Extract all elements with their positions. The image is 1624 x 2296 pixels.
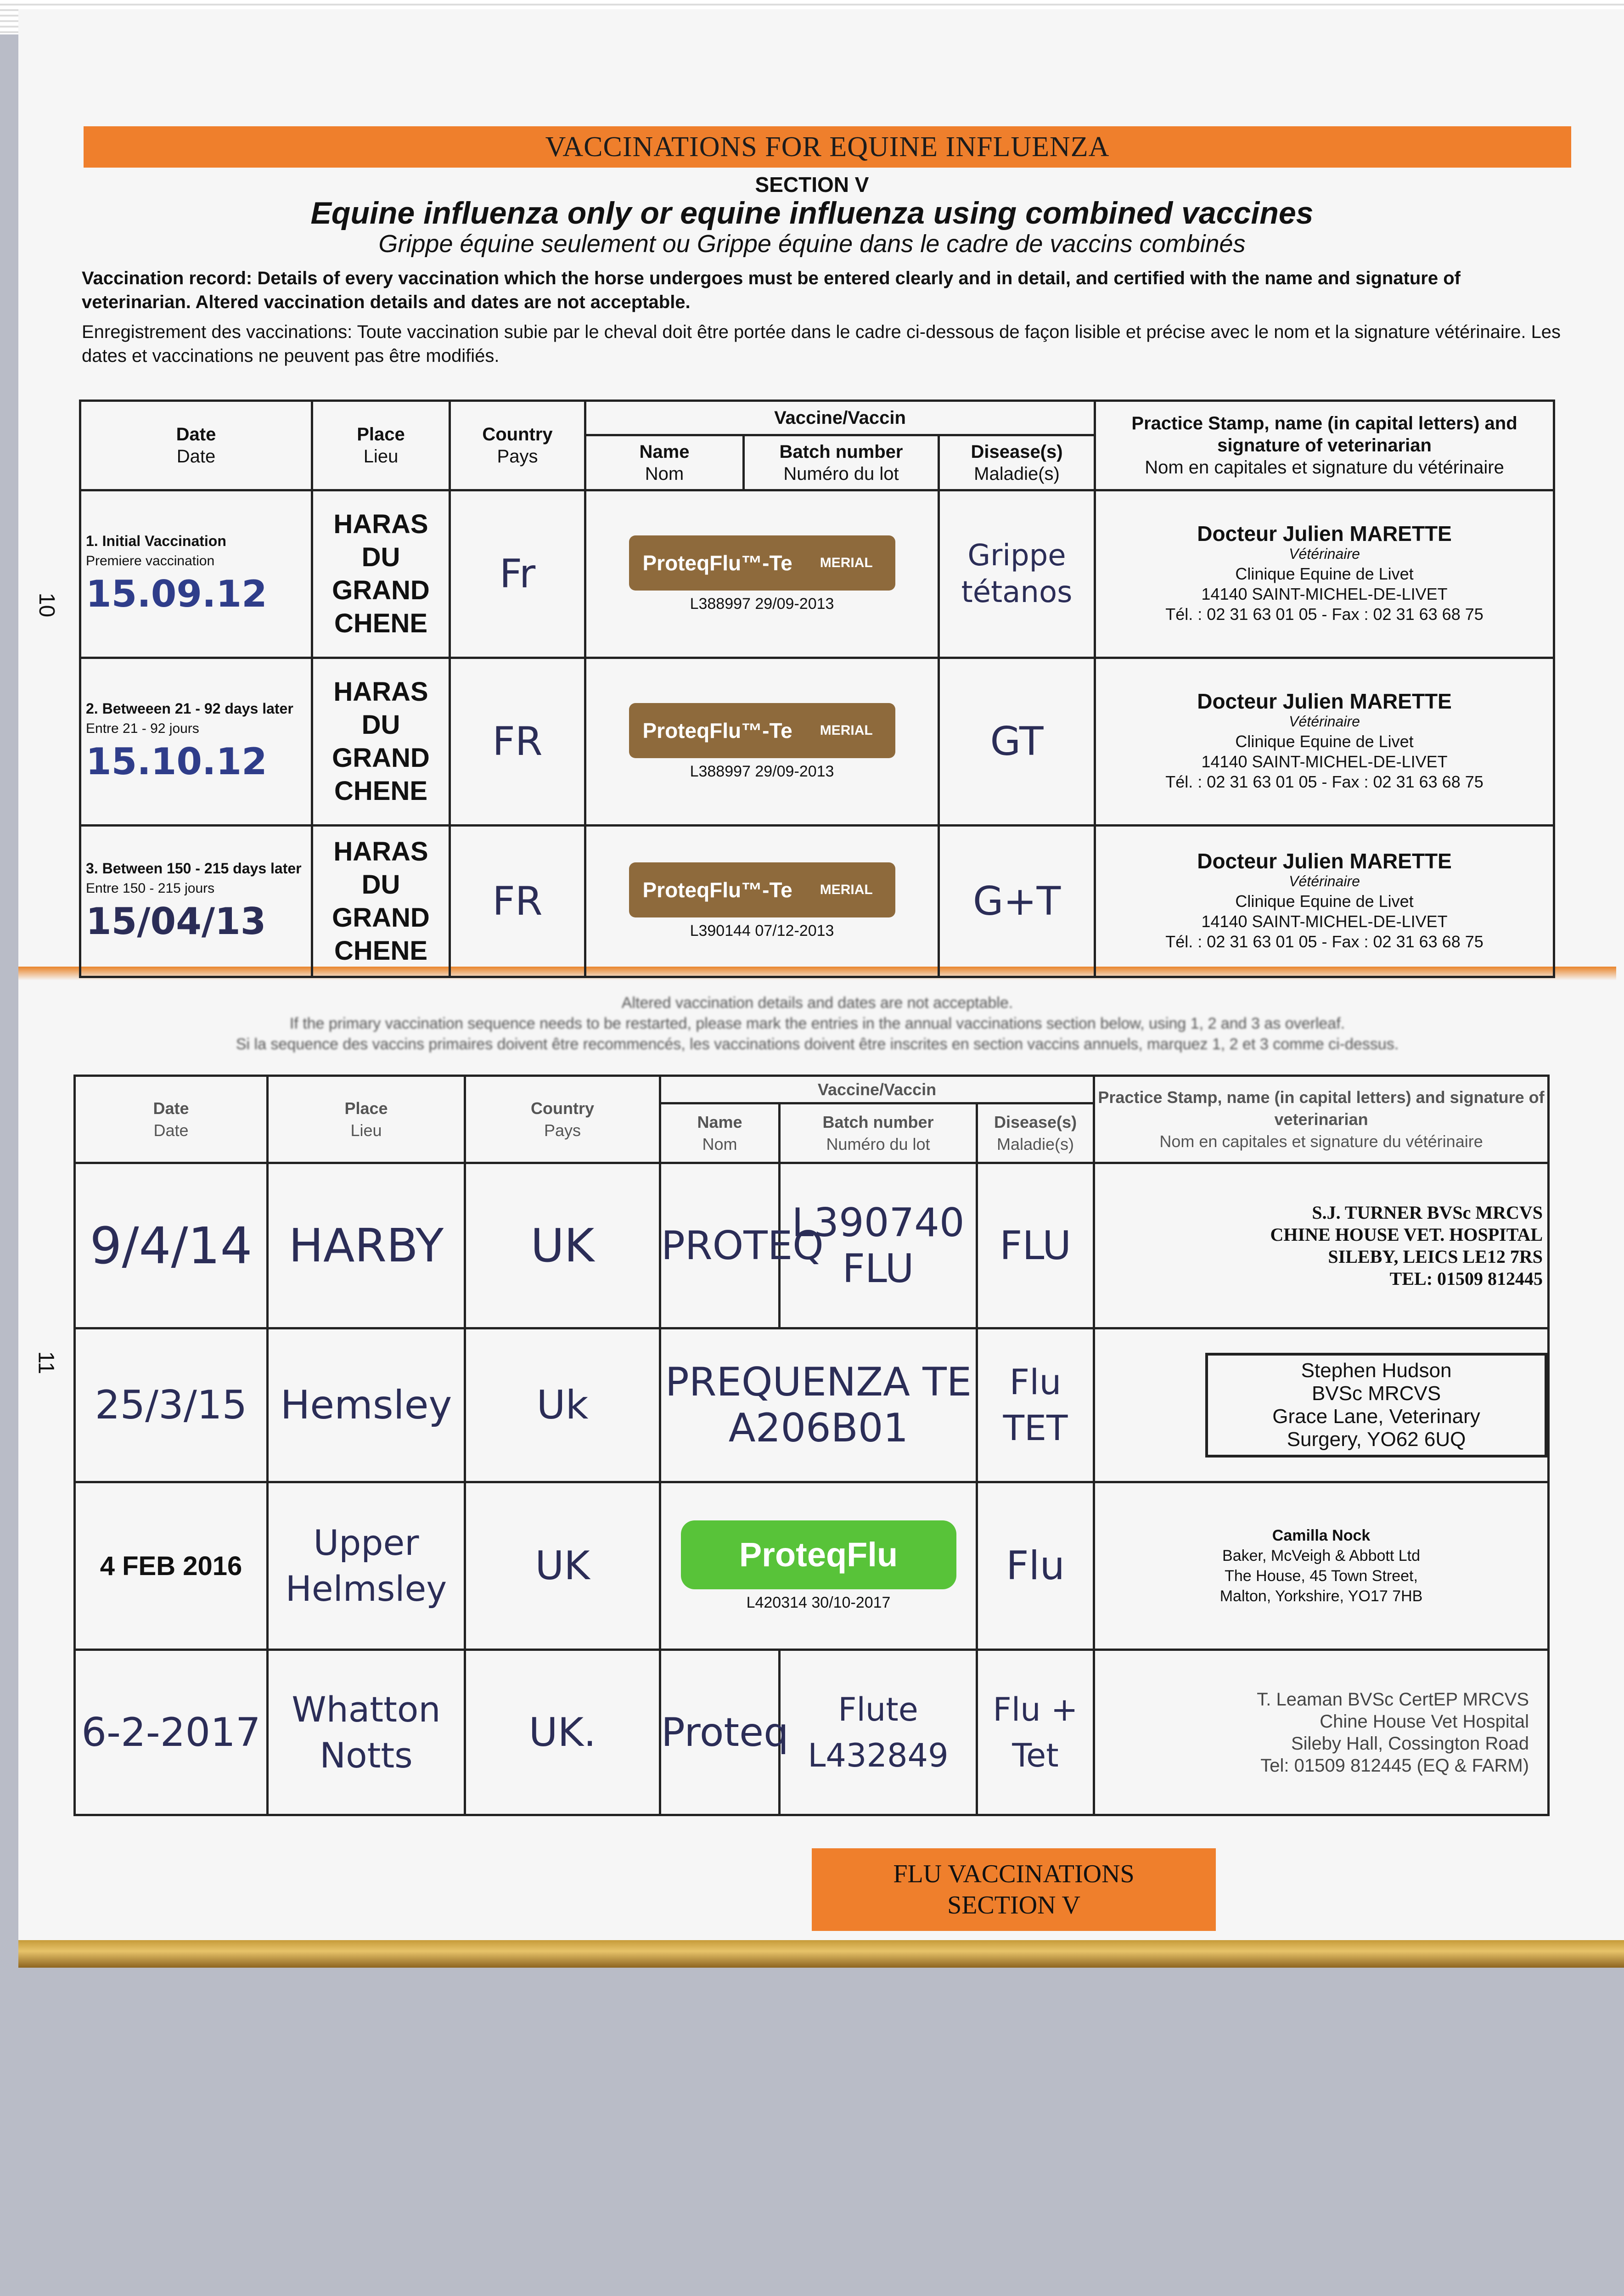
vaccine-sticker: ProteqFlu™-Te MERIAL [629,535,895,591]
vaccine-name: Proteq [660,1650,780,1815]
vaccine-sticker-cell [585,490,939,658]
section-label: SECTION V [755,173,869,197]
header-disease: Disease(s) Maladie(s) [977,1103,1094,1163]
table-row [80,658,1554,826]
table-row [75,1163,1549,1328]
vet-stamp: T. Leaman BVSc CertEP MRCVS Chine House Vet Hospital Sileby Hall, Cossington Road Tel: 01509 812445 (EQ & FARM) [1094,1650,1549,1815]
vaccination-date: 6-2-2017 [75,1650,268,1815]
vaccine-sticker: ProteqFlu™-Te MERIAL [629,703,895,758]
blurred-note-2: If the primary vaccination sequence needs to be restarted, please mark the entries in the annual vaccinations section below, using 1, 2 and 3 as overleaf. [289,1015,1345,1032]
header-country: Country Pays [465,1076,660,1163]
lot-number: L420314 30/10-2017 [746,1593,891,1611]
vet-stamp: Docteur Julien MARETTE Vétérinaire Clinique Equine de Livet 14140 SAINT-MICHEL-DE-LIVET Tél. : 02 31 63 01 05 - Fax : 02 31 63 68 75 [1095,490,1554,658]
disease: Flu + Tet [977,1650,1094,1815]
place: Upper Helmsley [268,1482,465,1650]
vet-stamp: Docteur Julien MARETTE Vétérinaire Clinique Equine de Livet 14140 SAINT-MICHEL-DE-LIVET Tél. : 02 31 63 01 05 - Fax : 02 31 63 68 75 [1095,658,1554,826]
initial-vaccination-table [79,400,1555,978]
country: Uk [465,1328,660,1482]
country: UK. [465,1650,660,1815]
batch-number: Flute L432849 [780,1650,977,1815]
disease: Flu TET [977,1328,1094,1482]
header-stamp: Practice Stamp, name (in capital letters) and signature of veterinarian Nom en capitales et signature du vétérinaire [1095,401,1554,490]
vet-stamp: Stephen Hudson BVSc MRCVS Grace Lane, Veterinary Surgery, YO62 6UQ [1094,1328,1549,1482]
header-date: Date Date [80,401,312,490]
vaccine-sticker: ProteqFlu™-Te MERIAL [629,862,895,917]
row-label: 1. Initial Vaccination Premiere vaccination 15.09.12 [80,490,312,658]
record-instructions-fr: Enregistrement des vaccinations: Toute vaccination subie par le cheval doit être portée dans le cadre ci-dessous de façon lisible et précise avec le nom et la signature vétérinaire. Les dates et vaccinations ne peuvent pas être modifiés. [82,322,1561,366]
footer-label: FLU VACCINATIONS SECTION V [812,1848,1216,1931]
vaccination-date: 15.09.12 [86,573,267,615]
disease: FLU [977,1163,1094,1328]
batch-number: L390740 FLU [780,1163,977,1328]
header-vaccine: Vaccine/Vaccin [660,1076,1094,1103]
header-country: Country Pays [450,401,585,490]
header-name: Name Nom [585,435,744,490]
vaccine-sticker-cell [585,826,939,977]
header-place: Place Lieu [268,1076,465,1163]
vaccination-date: 9/4/14 [75,1163,268,1328]
vaccine-name-and-batch: PREQUENZA TE A206B01 [660,1328,977,1482]
page-number-11: 11 [34,1351,58,1374]
place: HARAS DU GRAND CHENE [312,490,450,658]
proteqflu-sticker: ProteqFlu [681,1520,956,1589]
header-batch: Batch number Numéro du lot [780,1103,977,1163]
table-row [75,1482,1549,1650]
table-row [75,1328,1549,1482]
section-banner: VACCINATIONS FOR EQUINE INFLUENZA [84,126,1571,168]
place: HARAS DU GRAND CHENE [312,826,450,977]
country: FR [450,658,585,826]
disease: Grippe tétanos [939,490,1095,658]
title-en: Equine influenza only or equine influenza using combined vaccines [310,196,1314,231]
booklet-edge [18,1940,1624,1968]
vaccination-date: 15.10.12 [86,740,267,783]
vaccination-date: 25/3/15 [75,1328,268,1482]
place: Whatton Notts [268,1650,465,1815]
header-vaccine: Vaccine/Vaccin [585,401,1095,435]
place: HARAS DU GRAND CHENE [312,658,450,826]
header-disease: Disease(s) Maladie(s) [939,435,1095,490]
lot-number: L390144 07/12-2013 [690,922,834,940]
header-stamp: Practice Stamp, name (in capital letters) and signature of veterinarian Nom en capitales et signature du vétérinaire [1094,1076,1549,1163]
vaccine-name: PROTEQ [660,1163,780,1328]
vaccine-sticker-cell [585,658,939,826]
header-name: Name Nom [660,1103,780,1163]
disease: GT [939,658,1095,826]
vaccination-date: 15/04/13 [86,900,266,943]
country: Fr [450,490,585,658]
table-row [80,826,1554,977]
table-row [80,490,1554,658]
country: UK [465,1163,660,1328]
disease: Flu [977,1482,1094,1650]
country: FR [450,826,585,977]
title-fr: Grippe équine seulement ou Grippe équine dans le cadre de vaccins combinés [378,230,1246,258]
blurred-note-3: Si la sequence des vaccins primaires doivent être recommencés, les vaccinations doivent être inscrites en section vaccins annuels, marquez 1, 2 et 3 comme ci-dessus. [236,1035,1399,1053]
vet-stamp: Docteur Julien MARETTE Vétérinaire Clinique Equine de Livet 14140 SAINT-MICHEL-DE-LIVET Tél. : 02 31 63 01 05 - Fax : 02 31 63 68 75 [1095,826,1554,977]
annual-vaccination-table [73,1075,1550,1816]
table-row [75,1650,1549,1815]
header-place: Place Lieu [312,401,450,490]
lot-number: L388997 29/09-2013 [690,595,834,613]
blurred-note-1: Altered vaccination details and dates are not acceptable. [621,994,1013,1012]
disease: G+T [939,826,1095,977]
row-label: 3. Between 150 - 215 days later Entre 150 - 215 jours 15/04/13 [80,826,312,977]
place: HARBY [268,1163,465,1328]
header-batch: Batch number Numéro du lot [744,435,939,490]
header-date: Date Date [75,1076,268,1163]
vaccination-date: 4 FEB 2016 [75,1482,268,1650]
record-instructions-en: Vaccination record: Details of every vaccination which the horse undergoes must be entered clearly and in detail, and certified with the name and signature of veterinarian. Altered vaccination details and dates are not acceptable. [82,268,1461,312]
place: Hemsley [268,1328,465,1482]
page-number-10: 10 [34,592,59,618]
country: UK [465,1482,660,1650]
vet-stamp: Camilla Nock Baker, McVeigh & Abbott Ltd The House, 45 Town Street, Malton, Yorkshire, YO17 7HB [1094,1482,1549,1650]
row-label: 2. Betweeen 21 - 92 days later Entre 21 - 92 jours 15.10.12 [80,658,312,826]
vaccine-sticker-cell [660,1482,977,1650]
lot-number: L388997 29/09-2013 [690,762,834,780]
vet-stamp: S.J. TURNER BVSc MRCVS CHINE HOUSE VET. HOSPITAL SILEBY, LEICS LE12 7RS TEL: 01509 812445 [1094,1163,1549,1328]
